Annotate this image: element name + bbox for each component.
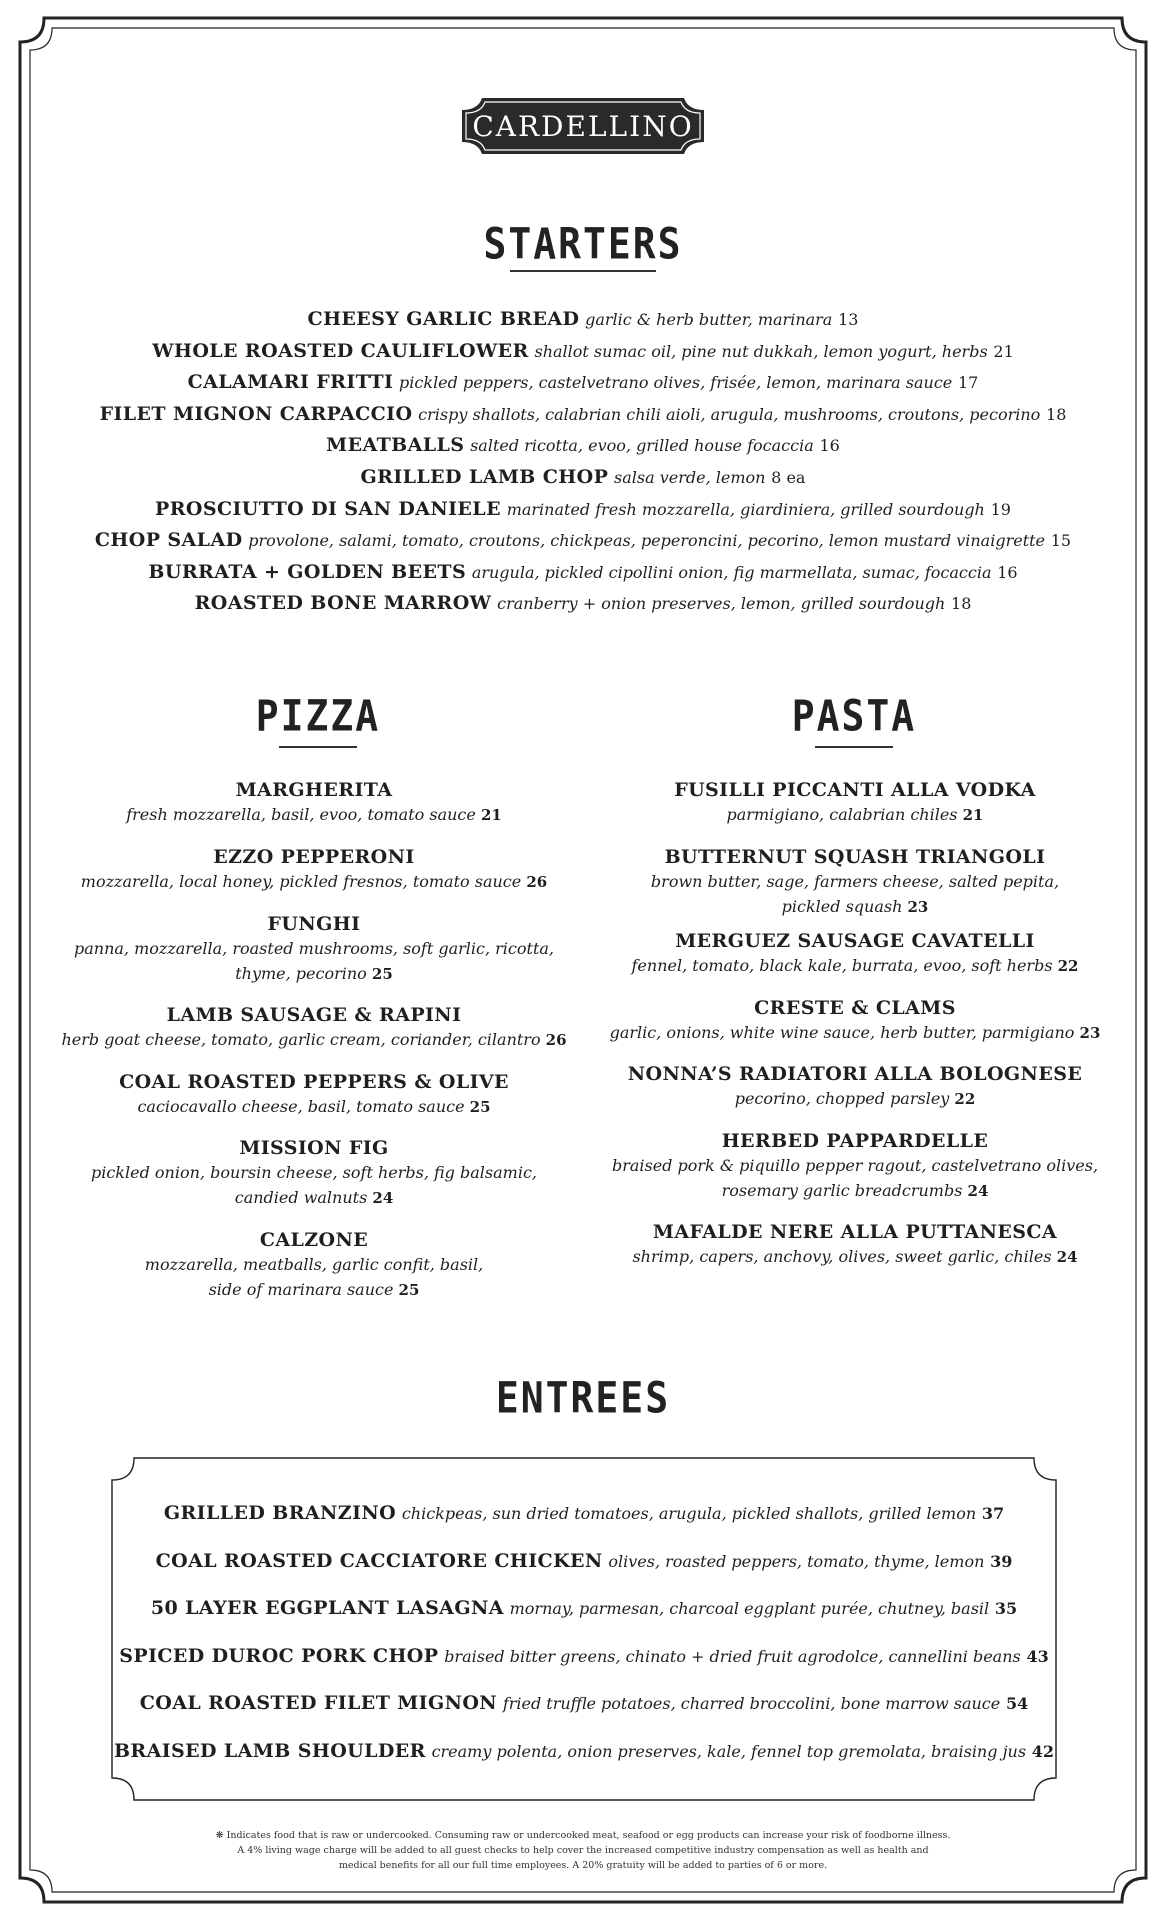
pasta-underline [815, 746, 893, 748]
entrees-heading: ENTREES [495, 1373, 671, 1423]
footer-line-1: ❋ Indicates food that is raw or undercooked. Consuming raw or undercooked meat, seafood or egg products can increase your risk of foodborne illness. [215, 1830, 951, 1841]
pasta-heading: PASTA [791, 691, 917, 741]
list-item: PROSCIUTTO DI SAN DANIELE marinated fresh mozzarella, giardiniera, grilled sourdough 19 [155, 497, 1011, 520]
starters-list [60, 304, 1106, 620]
list-item: BUTTERNUT SQUASH TRIANGOLI brown butter, sage, farmers cheese, salted pepita, pickled squash 23 [650, 846, 1060, 916]
entrees-list [110, 1490, 1058, 1775]
list-item: MARGHERITA fresh mozzarella, basil, evoo, tomato sauce 21 [126, 779, 502, 824]
footer-line-2: A 4% living wage charge will be added to all guest checks to help cover the increased competitive industry compensation as well as health and [237, 1845, 929, 1856]
list-item: MISSION FIG pickled onion, boursin cheese, soft herbs, fig balsamic, candied walnuts 24 [90, 1137, 537, 1207]
list-item: ROASTED BONE MARROW cranberry + onion preserves, lemon, grilled sourdough 18 [194, 592, 972, 615]
pizza-underline [279, 746, 357, 748]
list-item: CHOP SALAD provolone, salami, tomato, croutons, chickpeas, peperoncini, pecorino, lemon mustard vinaigrette 15 [94, 529, 1072, 552]
list-item: GRILLED LAMB CHOP salsa verde, lemon 8 ea [360, 465, 806, 488]
pasta-list [595, 778, 1115, 1298]
list-item: CALAMARI FRITTI pickled peppers, castelvetrano olives, frisée, lemon, marinara sauce 17 [187, 371, 979, 394]
list-item: EZZO PEPPERONI mozzarella, local honey, pickled fresnos, tomato sauce 26 [80, 846, 548, 891]
list-item: CHEESY GARLIC BREAD garlic & herb butter, marinara 13 [307, 308, 859, 330]
list-item: LAMB SAUSAGE & RAPINI herb goat cheese, tomato, garlic cream, coriander, cilantro 26 [61, 1004, 567, 1049]
list-item: CALZONE mozzarella, meatballs, garlic confit, basil, side of marinara sauce 25 [144, 1229, 484, 1299]
list-item: COAL ROASTED FILET MIGNON fried truffle potatoes, charred broccolini, bone marrow sauce 54 [139, 1692, 1029, 1714]
list-item: 50 LAYER EGGPLANT LASAGNA mornay, parmesan, charcoal eggplant purée, chutney, basil 35 [150, 1597, 1018, 1619]
brand-name: CARDELLINO [472, 109, 694, 143]
footer-notice [180, 1828, 986, 1873]
list-item: COAL ROASTED CACCIATORE CHICKEN olives, roasted peppers, tomato, thyme, lemon 39 [155, 1549, 1013, 1572]
list-item: MERGUEZ SAUSAGE CAVATELLI fennel, tomato, black kale, burrata, evoo, soft herbs 22 [631, 930, 1079, 975]
pizza-list [40, 778, 588, 1318]
list-item: MEATBALLS salted ricotta, evoo, grilled house focaccia 16 [326, 434, 840, 457]
starters-underline [510, 270, 656, 272]
footer-line-3: medical benefits for all our full time employees. A 20% gratuity will be added to parties of 6 or more. [338, 1860, 828, 1871]
list-item: CRESTE & CLAMS garlic, onions, white wine sauce, herb butter, parmigiano 23 [609, 997, 1101, 1042]
list-item: GRILLED BRANZINO chickpeas, sun dried tomatoes, arugula, pickled shallots, grilled lemon 37 [163, 1502, 1005, 1524]
raw-food-icon: ❋ [215, 1830, 224, 1841]
list-item: SPICED DUROC PORK CHOP braised bitter greens, chinato + dried fruit agrodolce, cannellini beans 43 [119, 1644, 1049, 1667]
list-item: FILET MIGNON CARPACCIO crispy shallots, calabrian chili aioli, arugula, mushrooms, croutons, pecorino 18 [99, 402, 1067, 425]
pizza-heading: PIZZA [255, 691, 381, 741]
list-item: WHOLE ROASTED CAULIFLOWER shallot sumac oil, pine nut dukkah, lemon yogurt, herbs 21 [152, 339, 1014, 362]
list-item: FUSILLI PICCANTI ALLA VODKA parmigiano, calabrian chiles 21 [674, 779, 1036, 824]
list-item: HERBED PAPPARDELLE braised pork & piquillo pepper ragout, castelvetrano olives, rosemary garlic breadcrumbs 24 [611, 1130, 1099, 1200]
list-item: NONNA’S RADIATORI ALLA BOLOGNESE pecorino, chopped parsley 22 [627, 1063, 1083, 1108]
list-item: BRAISED LAMB SHOULDER creamy polenta, onion preserves, kale, fennel top gremolata, braising jus 42 [113, 1739, 1055, 1762]
list-item: MAFALDE NERE ALLA PUTTANESCA shrimp, capers, anchovy, olives, sweet garlic, chiles 24 [632, 1221, 1078, 1266]
list-item: BURRATA + GOLDEN BEETS arugula, pickled cipollini onion, fig marmellata, sumac, focaccia 16 [148, 560, 1018, 583]
starters-heading: STARTERS [483, 219, 683, 269]
list-item: COAL ROASTED PEPPERS & OLIVE caciocavallo cheese, basil, tomato sauce 25 [119, 1071, 509, 1116]
list-item: FUNGHI panna, mozzarella, roasted mushrooms, soft garlic, ricotta, thyme, pecorino 25 [73, 913, 554, 983]
